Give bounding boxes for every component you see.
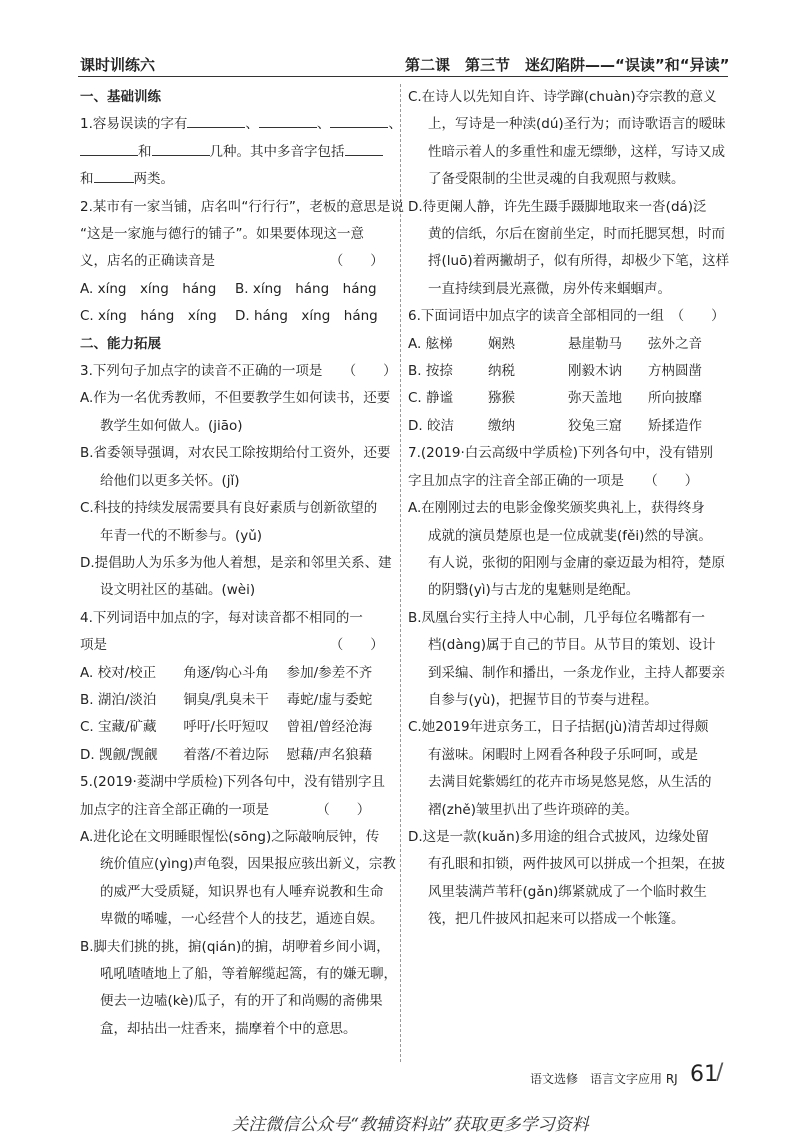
q3-option-a-cont: 教学生如何做人。(jiāo) xyxy=(100,417,243,434)
q5-option-d-cont: 黄的信纸，尔后在窗前坐定，时而托腮冥想，时而 xyxy=(428,226,725,243)
q7-option-d-cont: 风里装满芦苇秆(gǎn)绑紧就成了一个临时救生 xyxy=(428,883,707,900)
word: 方枘圆凿 xyxy=(648,363,702,380)
word: 所向披靡 xyxy=(648,390,702,407)
word: A. 舷梯 xyxy=(408,335,453,352)
q3-option-a[interactable]: A.作为一名优秀教师，不但要教学生如何读书，还要 xyxy=(80,390,391,407)
q6-stem: 6.下面词语中加点字的读音全部相同的一组 （ ） xyxy=(408,308,725,325)
q2-line: “这是一家施与德行的铺子”。如果要体现这一意 xyxy=(80,226,364,243)
q5-option-a-cont: 统价值应(yìng)声龟裂，因果报应骇出新义，宗教 xyxy=(100,856,396,873)
q7-option-b-cont: 自参与(yù)，把握节目的节奏与进程。 xyxy=(428,691,658,708)
q7-option-b[interactable]: B.凤凰台实行主持人中心制，几乎每位名嘴都有一 xyxy=(408,609,706,626)
q4-option-b[interactable] xyxy=(80,687,390,714)
column-divider xyxy=(400,84,401,1062)
word-pair: 毒蛇/虚与委蛇 xyxy=(286,691,373,708)
q5-option-c-cont: 了备受限制的尘世灵魂的自我观照与救赎。 xyxy=(428,171,685,188)
option-a[interactable]: A. xíng xíng háng xyxy=(80,280,217,297)
section-basic-training: 一、基础训练 xyxy=(80,89,161,105)
book-series-label: 语文选修 语言文字应用 RJ xyxy=(530,1072,678,1086)
word-pair: B. 湖泊/淡泊 xyxy=(80,691,157,708)
word: 娴熟 xyxy=(488,335,515,352)
q3-option-b[interactable]: B.省委领导强调，对农民工除按期给付工资外，还要 xyxy=(80,445,391,462)
q1-sep: 和 xyxy=(138,143,152,160)
q2-line: 义，店名的正确读音是 （ ） xyxy=(80,253,384,270)
q5-option-b-cont: 吼吼喳喳地上了船，等着解缆起篙，有的嫌无聊， xyxy=(100,966,397,982)
word-pair: 慰藉/声名狼藉 xyxy=(286,746,373,763)
blank[interactable] xyxy=(187,111,245,128)
word: 弥天盖地 xyxy=(568,390,622,407)
option-d[interactable]: D. háng xíng háng xyxy=(235,308,378,325)
q5-option-a[interactable]: A.进化论在文明睡眼惺忪(sōng)之际敲响辰钟，传 xyxy=(80,828,380,845)
q3-option-d-cont: 设文明社区的基础。(wèi) xyxy=(100,582,256,599)
q1-line-2 xyxy=(80,139,390,166)
q6-option-c[interactable] xyxy=(408,385,728,412)
q4-option-a[interactable] xyxy=(80,660,390,687)
q7-option-c-cont: 去满目姹紫嫣红的花卉市场晃悠晃悠，从生活的 xyxy=(428,774,712,791)
q3-stem: 3.下列句子加点字的读音不正确的一项是 （ ） xyxy=(80,363,397,380)
q4-option-c[interactable] xyxy=(80,714,390,741)
q4-stem-cont: 项是 （ ） xyxy=(80,637,384,654)
q1-sep: 和 xyxy=(80,171,94,188)
q5-option-b-cont: 盒，却拈出一炷香来，揣摩着个中的意思。 xyxy=(100,1020,357,1037)
word: 矫揉造作 xyxy=(648,417,702,434)
q6-option-d[interactable] xyxy=(408,413,728,440)
q5-option-b[interactable]: B.脚夫们挑的挑，掮(qián)的掮，胡咿着乡间小调， xyxy=(80,938,390,955)
q7-option-b-cont: 到采编、制作和播出，一条龙作业，主持人都要亲 xyxy=(428,664,725,681)
word-pair: A. 校对/校正 xyxy=(80,664,157,681)
word: D. 皎洁 xyxy=(408,417,454,434)
q7-option-d[interactable]: D.这是一款(kuǎn)多用途的组合式披风，边缘处留 xyxy=(408,828,710,845)
word: 猕猴 xyxy=(488,390,515,407)
q5-option-a-cont: 卑微的唏嘘，一心经营个人的技艺，遁迹自娱。 xyxy=(100,911,384,928)
q2-options-row xyxy=(80,276,390,303)
q5-option-c[interactable]: C.在诗人以先知自许、诗学蹿(chuàn)夺宗教的意义 xyxy=(408,89,717,105)
q1-text: 几种。其中多音字包括 xyxy=(209,143,345,160)
q5-option-d-cont: 一直持续到晨光熹微，房外传来蝈蝈声。 xyxy=(428,280,671,297)
q3-option-d[interactable]: D.提倡助人为乐多为他人着想，是亲和邻里关系、建 xyxy=(80,554,392,571)
blank[interactable] xyxy=(330,111,388,128)
word: 纳税 xyxy=(488,363,515,380)
q5-option-a-cont: 的威严大受质疑，知识界也有人唾弃说教和生命 xyxy=(100,883,384,900)
q2-line: 2.某市有一家当铺，店名叫“行行行”，老板的意思是说 xyxy=(80,198,404,215)
word-pair: 呼吁/长吁短叹 xyxy=(183,719,269,736)
left-column xyxy=(80,84,404,1043)
q1-text: 1.容易误读的字有 xyxy=(80,116,188,133)
q6-option-b[interactable] xyxy=(408,358,728,385)
q4-option-d[interactable] xyxy=(80,742,390,769)
q7-option-c[interactable]: C.她2019年进京务工，日子拮据(jù)清苦却过得颇 xyxy=(408,719,709,736)
q5-option-c-cont: 上，写诗是一种渎(dú)圣行为；而诗歌语言的暧昧 xyxy=(428,116,726,133)
q7-option-a[interactable]: A.在刚刚过去的电影金像奖颁奖典礼上，获得终身 xyxy=(408,500,705,517)
q6-option-a[interactable] xyxy=(408,331,728,358)
blank[interactable] xyxy=(152,139,210,156)
word-pair: 曾祖/曾经沧海 xyxy=(286,719,373,736)
q5-option-b-cont: 便去一边嗑(kè)瓜子，有的开了和尚赐的斋佛果 xyxy=(100,993,383,1010)
q7-option-a-cont: 有人说，张彻的阳刚与金庸的豪迈最为相符，楚原 xyxy=(428,554,725,571)
word-pair: 角逐/钩心斗角 xyxy=(183,664,269,681)
blank[interactable] xyxy=(345,139,383,156)
q7-option-b-cont: 档(dàng)属于自己的节目。从节目的策划、设计 xyxy=(428,637,716,654)
q7-stem: 7.(2019·白云高级中学质检)下列各句中，没有错别 xyxy=(408,445,714,462)
word-pair: 着落/不着边际 xyxy=(183,746,269,763)
blank[interactable] xyxy=(80,139,138,156)
section-ability-extension: 二、能力拓展 xyxy=(80,335,161,352)
lesson-title: 课时训练六 xyxy=(80,56,156,74)
chapter-heading: 第二课 第三节 迷幻陷阱——“误读”和“异读” xyxy=(405,56,730,74)
blank[interactable] xyxy=(94,166,134,183)
q7-option-a-cont: 成就的演员楚原也是一位成就斐(fěi)然的导演。 xyxy=(428,527,712,544)
q3-option-c-cont: 年青一代的不断参与。(yǔ) xyxy=(100,527,263,544)
q1-line-1 xyxy=(80,111,402,138)
q4-stem: 4.下列词语中加点的字，每对读音都不相同的一 xyxy=(80,609,363,626)
word: C. 静谧 xyxy=(408,390,454,407)
word: 悬崖勒马 xyxy=(568,335,622,352)
q5-option-c-cont: 性暗示着人的多重性和虚无缥缈，这样，写诗又成 xyxy=(428,143,725,160)
word-pair: 参加/参差不齐 xyxy=(286,664,373,681)
option-b[interactable]: B. xíng háng háng xyxy=(235,280,377,297)
word: 缴纳 xyxy=(488,417,515,434)
option-c[interactable]: C. xíng háng xíng xyxy=(80,308,217,325)
q2-options-row xyxy=(80,303,390,330)
q1-sep: 、 xyxy=(245,116,259,133)
q7-option-d-cont: 筏，把几件披风扣起来可以搭成一个帐篷。 xyxy=(428,911,685,928)
q5-option-d-cont: 捋(luō)着两撇胡子，似有所得，却极少下笔，这样 xyxy=(428,253,730,270)
q1-sep: 、 xyxy=(388,116,402,133)
q5-option-d[interactable]: D.待更阑人静，许先生蹑手蹑脚地取来一沓(dá)泛 xyxy=(408,198,707,215)
page-slash-mark: / xyxy=(716,1060,724,1085)
word: B. 按捺 xyxy=(408,363,453,380)
q7-stem-cont: 字且加点字的注音全部正确的一项是 （ ） xyxy=(408,472,699,489)
q1-text: 两类。 xyxy=(133,171,174,188)
word: 刚毅木讷 xyxy=(568,363,622,380)
q7-option-d-cont: 有孔眼和扣锁，两件披风可以拼成一个担架，在披 xyxy=(428,856,725,873)
q7-option-a-cont: 的阴翳(yì)与古龙的鬼魅则是绝配。 xyxy=(428,582,640,599)
header-rule xyxy=(78,76,728,77)
word: 狡兔三窟 xyxy=(568,417,622,434)
word-pair: C. 宝藏/矿藏 xyxy=(80,719,157,736)
word-pair: D. 觊觎/觊觎 xyxy=(80,746,158,763)
page-number: 61 xyxy=(690,1062,718,1087)
q3-option-b-cont: 给他们以更多关怀。(jǐ) xyxy=(100,472,240,489)
q5-stem: 5.(2019·菱湖中学质检)下列各句中，没有错别字且 xyxy=(80,774,386,791)
q1-line-3 xyxy=(80,166,390,193)
blank[interactable] xyxy=(259,111,317,128)
handwritten-note: 关注微信公众号“教辅资料站”获取更多学习资料 xyxy=(231,1115,589,1135)
word-pair: 铜臭/乳臭未干 xyxy=(183,691,269,708)
q1-sep: 、 xyxy=(316,116,331,133)
q7-option-c-cont: 褶(zhě)皱里扒出了些许琐碎的美。 xyxy=(428,801,638,818)
q5-stem-cont: 加点字的注音全部正确的一项是 （ ） xyxy=(80,801,371,818)
word: 弦外之音 xyxy=(648,335,702,352)
q3-option-c[interactable]: C.科技的持续发展需要具有良好素质与创新欲望的 xyxy=(80,500,378,517)
q7-option-c-cont: 有滋味。闲暇时上网看各种段子乐呵呵，或是 xyxy=(428,746,698,763)
right-column xyxy=(408,84,728,934)
